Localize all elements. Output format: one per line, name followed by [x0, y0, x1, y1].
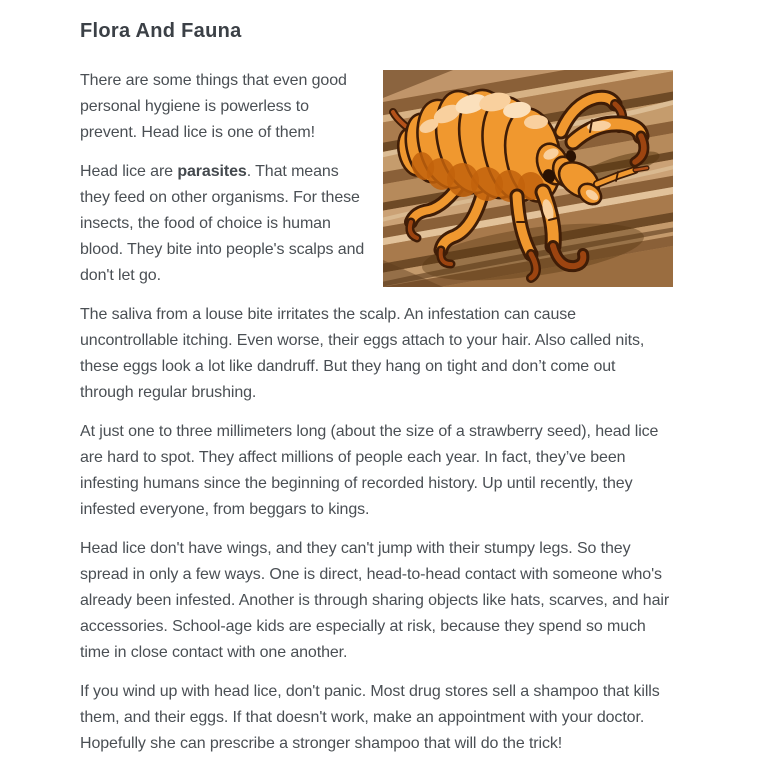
- louse-illustration: [383, 70, 673, 287]
- article-page: [80, 20, 673, 757]
- page-title: Flora And Fauna: [80, 20, 242, 42]
- article-body: [80, 68, 673, 757]
- paragraph-spread: Head lice don't have wings, and they can't jump with their stumpy legs. So they spread in only a few ways. One is direct, head-to-head contact with someone who's already been infested. Another is through sharing objects like hats, scarves, and hair accessories. School-age kids are especially at risk, because they spend so much time in close contact with one another.: [80, 540, 670, 661]
- paragraph-size: At just one to three millimeters long (about the size of a strawberry seed), head lice are hard to spot. They affect millions of people each year. In fact, they’ve been infesting humans since the beginning of recorded history. Up until recently, they infested everyone, from beggars to kings.: [80, 423, 659, 518]
- paragraph-parasites-after: . That means they feed on other organisms. For these insects, the food of choice is human blood. They bite into people's scalps and don't let go.: [80, 163, 365, 284]
- bold-term-parasites: parasites: [177, 163, 247, 180]
- paragraph-intro: There are some things that even good personal hygiene is powerless to prevent. Head lice is one of them!: [80, 72, 347, 141]
- paragraph-saliva: The saliva from a louse bite irritates the scalp. An infestation can cause uncontrollable itching. Even worse, their eggs attach to your hair. Also called nits, these eggs look a lot like dandruff. But they hang on tight and don’t come out through regular brushing.: [80, 306, 645, 401]
- paragraph-parasites-before: Head lice are: [80, 163, 178, 180]
- paragraph-treatment: If you wind up with head lice, don't panic. Most drug stores sell a shampoo that kills them, and their eggs. If that doesn't work, make an appointment with your doctor. Hopefully she can prescribe a stronger shampoo that will do the trick!: [80, 683, 660, 752]
